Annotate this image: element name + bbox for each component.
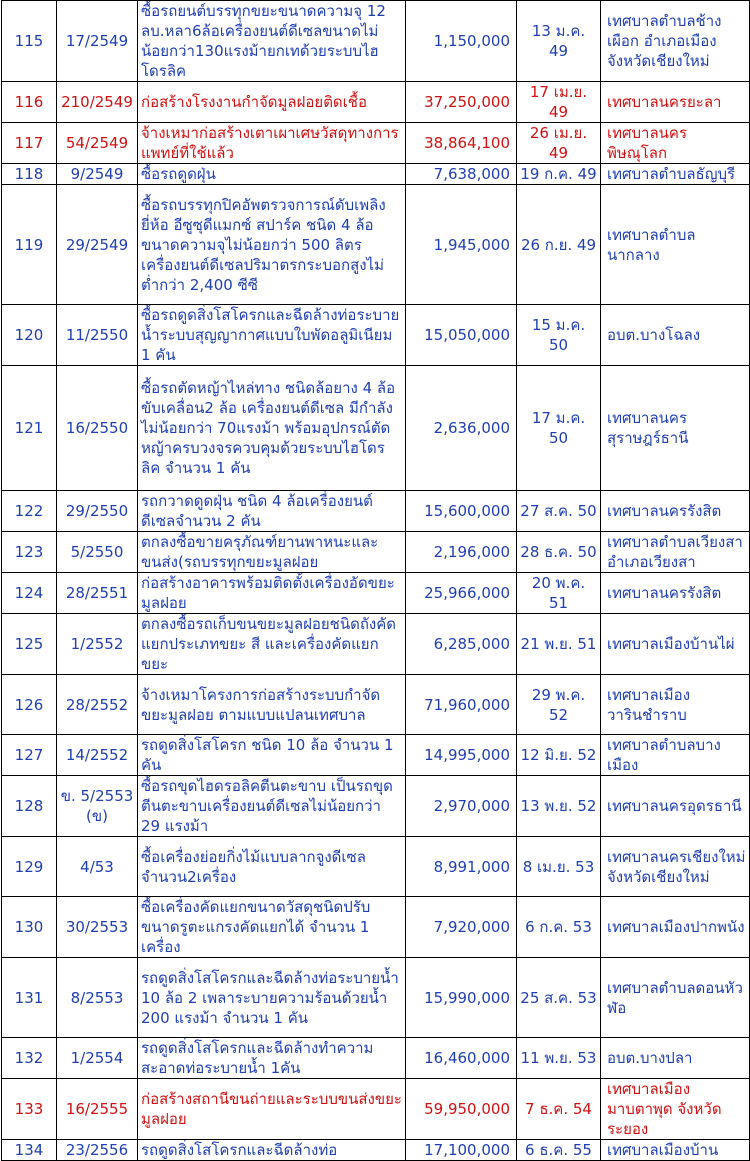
amount-cell: 7,638,000 <box>406 164 517 185</box>
agency-cell: เทศบาลเมืองบ้าน <box>601 1140 750 1161</box>
amount-cell: 37,250,000 <box>406 82 517 123</box>
date-cell: 19 ก.ค. 49 <box>517 164 601 185</box>
row-number-cell: 127 <box>2 735 57 776</box>
agency-cell: เทศบาลนครรังสิต <box>601 573 750 614</box>
amount-cell: 8,991,000 <box>406 837 517 897</box>
date-cell: 7 ธ.ค. 54 <box>517 1079 601 1140</box>
table-row <box>2 491 750 532</box>
amount-cell: 14,995,000 <box>406 735 517 776</box>
document-number-cell: 28/2552 <box>57 675 138 735</box>
table-row <box>2 164 750 185</box>
row-number-cell: 117 <box>2 123 57 164</box>
row-number-cell: 130 <box>2 897 57 958</box>
document-number-cell: 16/2550 <box>57 366 138 491</box>
date-cell: 13 พ.ย. 52 <box>517 776 601 837</box>
date-cell: 29 พ.ค. 52 <box>517 675 601 735</box>
document-number-cell: 28/2551 <box>57 573 138 614</box>
row-number-cell: 124 <box>2 573 57 614</box>
date-cell: 25 ส.ค. 53 <box>517 958 601 1038</box>
table-body <box>2 1 750 1161</box>
procurement-table <box>1 0 750 1161</box>
document-number-cell: 17/2549 <box>57 1 138 82</box>
date-cell: 17 ม.ค. 50 <box>517 366 601 491</box>
document-number-cell: 210/2549 <box>57 82 138 123</box>
date-cell: 17 เม.ย. 49 <box>517 82 601 123</box>
row-number-cell: 129 <box>2 837 57 897</box>
amount-cell: 7,920,000 <box>406 897 517 958</box>
amount-cell: 2,970,000 <box>406 776 517 837</box>
agency-cell: เทศบาลตำบลดอนหัวฬ่อ <box>601 958 750 1038</box>
item-description-cell: ก่อสร้างโรงงานกำจัดมูลฝอยติดเชื้อ <box>138 82 406 123</box>
table-row <box>2 573 750 614</box>
date-cell: 8 เม.ย. 53 <box>517 837 601 897</box>
row-number-cell: 125 <box>2 614 57 675</box>
table-row <box>2 123 750 164</box>
amount-cell: 15,050,000 <box>406 305 517 366</box>
amount-cell: 17,100,000 <box>406 1140 517 1161</box>
table-row <box>2 614 750 675</box>
document-number-cell: 5/2550 <box>57 532 138 573</box>
row-number-cell: 120 <box>2 305 57 366</box>
row-number-cell: 119 <box>2 185 57 305</box>
amount-cell: 6,285,000 <box>406 614 517 675</box>
item-description-cell: ซื้อรถยนต์บรรทุกขยะขนาดความจุ 12 ลบ.หลา6ล้อเครื่องยนต์ดีเซลขนาดไม่น้อยกว่า130แรงม้ายกเทด้วยระบบไฮโดรลิค <box>138 1 406 82</box>
row-number-cell: 126 <box>2 675 57 735</box>
date-cell: 20 พ.ค. 51 <box>517 573 601 614</box>
date-cell: 13 ม.ค. 49 <box>517 1 601 82</box>
agency-cell: เทศบาลตำบลช้างเผือก อำเภอเมือง จังหวัดเชียงใหม่ <box>601 1 750 82</box>
document-number-cell: ข. 5/2553(ข) <box>57 776 138 837</box>
row-number-cell: 132 <box>2 1038 57 1079</box>
table-row <box>2 837 750 897</box>
item-description-cell: ก่อสร้างสถานีขนถ่ายและระบบขนส่งขยะมูลฝอย <box>138 1079 406 1140</box>
agency-cell: เทศบาลนครพิษณุโลก <box>601 123 750 164</box>
table-row <box>2 1038 750 1079</box>
row-number-cell: 133 <box>2 1079 57 1140</box>
table-row <box>2 185 750 305</box>
amount-cell: 15,990,000 <box>406 958 517 1038</box>
item-description-cell: รถดูดสิ่งโสโครก ชนิด 10 ล้อ จำนวน 1 คัน <box>138 735 406 776</box>
agency-cell: เทศบาลนครเชียงใหม่ จังหวัดเชียงใหม่ <box>601 837 750 897</box>
table-row <box>2 532 750 573</box>
document-number-cell: 9/2549 <box>57 164 138 185</box>
row-number-cell: 134 <box>2 1140 57 1161</box>
amount-cell: 59,950,000 <box>406 1079 517 1140</box>
agency-cell: อบต.บางโฉลง <box>601 305 750 366</box>
table-row <box>2 1 750 82</box>
document-number-cell: 16/2555 <box>57 1079 138 1140</box>
amount-cell: 16,460,000 <box>406 1038 517 1079</box>
date-cell: 26 ก.ย. 49 <box>517 185 601 305</box>
date-cell: 28 ธ.ค. 50 <box>517 532 601 573</box>
date-cell: 12 มิ.ย. 52 <box>517 735 601 776</box>
agency-cell: เทศบาลเมืองปากพนัง <box>601 897 750 958</box>
item-description-cell: จ้างเหมาก่อสร้างเตาเผาเศษวัสดุทางการแพทย์ที่ใช้แล้ว <box>138 123 406 164</box>
row-number-cell: 122 <box>2 491 57 532</box>
date-cell: 26 เม.ย. 49 <box>517 123 601 164</box>
date-cell: 6 ก.ค. 53 <box>517 897 601 958</box>
amount-cell: 2,196,000 <box>406 532 517 573</box>
table-row <box>2 1140 750 1161</box>
row-number-cell: 128 <box>2 776 57 837</box>
row-number-cell: 115 <box>2 1 57 82</box>
agency-cell: เทศบาลตำบลธัญบุรี <box>601 164 750 185</box>
agency-cell: เทศบาลเมืองมาบตาพุด จังหวัดระยอง <box>601 1079 750 1140</box>
item-description-cell: ตกลงซื้อรถเก็บขนขยะมูลฝอยชนิดถังคัดแยกประเภทขยะ สี และเครื่องคัดแยกขยะ <box>138 614 406 675</box>
item-description-cell: ซื้อรถดูดสิ่งโสโครกและฉีดล้างท่อระบายน้ำระบบสุญญากาศแบบใบพัดอลูมิเนียม 1 คัน <box>138 305 406 366</box>
row-number-cell: 123 <box>2 532 57 573</box>
document-number-cell: 23/2556 <box>57 1140 138 1161</box>
item-description-cell: จ้างเหมาโครงการก่อสร้างระบบกำจัดขยะมูลฝอย ตามแบบแปลนเทศบาล <box>138 675 406 735</box>
agency-cell: เทศบาลตำบลนากลาง <box>601 185 750 305</box>
table-row <box>2 305 750 366</box>
row-number-cell: 131 <box>2 958 57 1038</box>
item-description-cell: ซื้อรถขุดไฮดรอลิคตีนตะขาบ เป็นรถขุดตีนตะขาบเครื่องยนต์ดีเซลไม่น้อยกว่า 29 แรงม้า <box>138 776 406 837</box>
item-description-cell: ซื้อเครื่องคัดแยกขนาดวัสดุชนิดปรับขนาดรูตะแกรงคัดแยกได้ จำนวน 1 เครื่อง <box>138 897 406 958</box>
document-number-cell: 1/2554 <box>57 1038 138 1079</box>
agency-cell: เทศบาลนครอุดรธานี <box>601 776 750 837</box>
date-cell: 6 ธ.ค. 55 <box>517 1140 601 1161</box>
amount-cell: 15,600,000 <box>406 491 517 532</box>
amount-cell: 25,966,000 <box>406 573 517 614</box>
table-row <box>2 958 750 1038</box>
row-number-cell: 118 <box>2 164 57 185</box>
agency-cell: เทศบาลนครรังสิต <box>601 491 750 532</box>
agency-cell: เทศบาลเมืองบ้านไผ่ <box>601 614 750 675</box>
document-number-cell: 8/2553 <box>57 958 138 1038</box>
amount-cell: 38,864,100 <box>406 123 517 164</box>
item-description-cell: รถดูดสิ่งโสโครกและฉีดล้างท่อ <box>138 1140 406 1161</box>
date-cell: 11 พ.ย. 53 <box>517 1038 601 1079</box>
agency-cell: เทศบาลนครสุราษฎร์ธานี <box>601 366 750 491</box>
row-number-cell: 121 <box>2 366 57 491</box>
table-row <box>2 897 750 958</box>
table-row <box>2 776 750 837</box>
document-number-cell: 29/2549 <box>57 185 138 305</box>
document-number-cell: 29/2550 <box>57 491 138 532</box>
item-description-cell: ซื้อเครื่องย่อยกิ่งไม้แบบลากจูงดีเซลจำนวน2เครื่อง <box>138 837 406 897</box>
item-description-cell: ซื้อรถตัดหญ้าไหล่ทาง ชนิดล้อยาง 4 ล้อ ขับเคลื่อน2 ล้อ เครื่องยนต์ดีเซล มีกำลังไม่น้อยกว่า 70แรงม้า พร้อมอุปกรณ์ตัดหญ้าครบวงจรควบคุมด้วยระบบไฮโดรลิค จำนวน 1 คัน <box>138 366 406 491</box>
document-number-cell: 11/2550 <box>57 305 138 366</box>
table-row <box>2 675 750 735</box>
date-cell: 15 ม.ค. 50 <box>517 305 601 366</box>
item-description-cell: ก่อสร้างอาคารพร้อมติดตั้งเครื่องอัดขยะมูลฝอย <box>138 573 406 614</box>
table-row <box>2 82 750 123</box>
document-number-cell: 30/2553 <box>57 897 138 958</box>
table-row <box>2 1079 750 1140</box>
item-description-cell: รถกวาดดูดฝุ่น ชนิด 4 ล้อเครื่องยนต์ดีเซลจำนวน 2 คัน <box>138 491 406 532</box>
item-description-cell: ตกลงซื้อขายครุภัณฑ์ยานพาหนะและขนส่ง(รถบรรทุกขยะมูลฝอย <box>138 532 406 573</box>
amount-cell: 2,636,000 <box>406 366 517 491</box>
date-cell: 21 พ.ย. 51 <box>517 614 601 675</box>
agency-cell: เทศบาลนครยะลา <box>601 82 750 123</box>
item-description-cell: ซื้อรถบรรทุกปิคอัพตรวจการณ์ดับเพลิง ยี่ห้อ อีซูซุดีแมกซ์ สปาร์ค ชนิด 4 ล้อขนาดความจุไม่น้อยกว่า 500 ลิตร เครื่องยนต์ดีเซลปริมาตรกระบอกสูงไม่ต่ำกว่า 2,400 ซีซี <box>138 185 406 305</box>
agency-cell: เทศบาลตำบลเวียงสา อำเภอเวียงสา <box>601 532 750 573</box>
agency-cell: เทศบาลเมืองวารินชำราบ <box>601 675 750 735</box>
item-description-cell: รถดูดสิ่งโสโครกและฉีดล้างทำความสะอาดท่อระบายน้ำ 1คัน <box>138 1038 406 1079</box>
amount-cell: 71,960,000 <box>406 675 517 735</box>
document-number-cell: 54/2549 <box>57 123 138 164</box>
item-description-cell: ซื้อรถดูดฝุ่น <box>138 164 406 185</box>
table-row <box>2 735 750 776</box>
agency-cell: เทศบาลตำบลบางเมือง <box>601 735 750 776</box>
amount-cell: 1,150,000 <box>406 1 517 82</box>
document-number-cell: 14/2552 <box>57 735 138 776</box>
item-description-cell: รถดูดสิ่งโสโครกและฉีดล้างท่อระบายน้ำ 10 ล้อ 2 เพลาระบายความร้อนด้วยน้ำ 200 แรงม้า จำนวน 1 คัน <box>138 958 406 1038</box>
agency-cell: อบต.บางปลา <box>601 1038 750 1079</box>
amount-cell: 1,945,000 <box>406 185 517 305</box>
date-cell: 27 ส.ค. 50 <box>517 491 601 532</box>
document-number-cell: 1/2552 <box>57 614 138 675</box>
table-row <box>2 366 750 491</box>
row-number-cell: 116 <box>2 82 57 123</box>
document-number-cell: 4/53 <box>57 837 138 897</box>
